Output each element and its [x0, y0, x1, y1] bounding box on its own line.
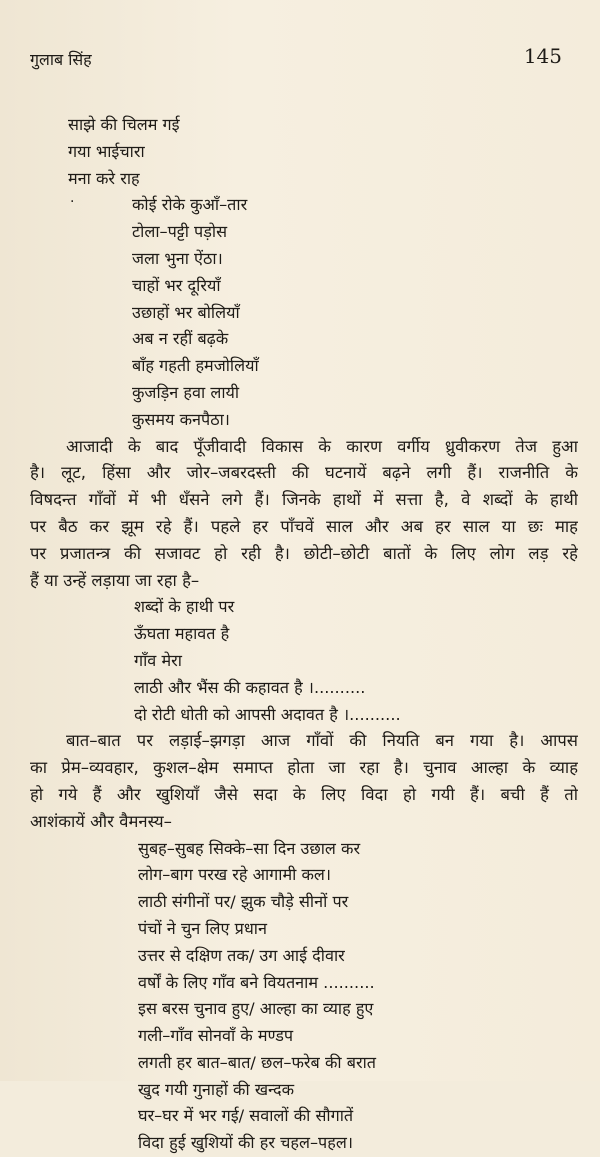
poem-line: उत्तर से दक्षिण तक/ उग आई दीवार: [138, 945, 345, 965]
page-number: 145: [523, 44, 562, 68]
page-header: [30, 44, 570, 74]
poem-line: लगती हर बात–बात/ छल–फरेब की बरात: [138, 1052, 376, 1072]
poem-line: शब्दों के हाथी पर: [134, 597, 235, 617]
poem-line: गाँव मेरा: [134, 650, 182, 670]
poem-line: कोई रोके कुआँ–तार: [132, 195, 248, 215]
prose-line: विषदन्त गाँवों में भी धँसने लगे हैं। जिनके हाथों में सत्ता है, वे शब्दों के हाथी: [30, 490, 578, 510]
poem-line: विदा हुई खुशियों की हर चहल–पहल।: [138, 1133, 353, 1153]
poem-line: बाँह गहती हमजोलियाँ: [132, 356, 259, 376]
poem-line: कुजड़िन हवा लायी: [132, 382, 240, 402]
margin-dot: ·: [70, 194, 75, 210]
poem-line: लाठी संगीनों पर/ झुक चौड़े सीनों पर: [138, 892, 349, 912]
poem-line: सुबह–सुबह सिक्के–सा दिन उछाल कर: [138, 838, 361, 858]
poem-line: दो रोटी धोती को आपसी अदावत है ।..........: [134, 704, 401, 724]
prose-paragraph-2: [30, 728, 578, 835]
page-body: [30, 112, 578, 1157]
prose-line: आजादी के बाद पूँजीवादी विकास के कारण वर्गीय ध्रुवीकरण तेज हुआ: [66, 436, 578, 456]
prose-line: आशंकायें और वैमनस्य–: [30, 811, 172, 831]
poem-line: लाठी और भैंस की कहावत है ।..........: [134, 677, 366, 697]
poem-line: अब न रहीं बढ़के: [132, 329, 229, 349]
prose-line: का प्रेम–व्यवहार, कुशल–क्षेम समाप्त होता जा रहा है। चुनाव आल्हा के व्याह: [30, 758, 578, 778]
poem-line: गया भाईचारा: [68, 141, 145, 161]
poem-line: गली–गाँव सोनवाँ के मण्डप: [138, 1026, 294, 1046]
poem-stanza-3: [30, 836, 578, 1157]
poem-line: मना करे राह: [68, 168, 140, 188]
prose-line: बात–बात पर लड़ाई–झगड़ा आज गाँवों की नियति बन गया है। आपस: [66, 731, 578, 751]
poem-line: टोला–पट्टी पड़ोस: [132, 222, 228, 242]
prose-paragraph-1: [30, 434, 578, 595]
prose-line: है। लूट, हिंसा और जोर–जबरदस्ती की घटनायें बढ़ने लगी हैं। राजनीति के: [30, 463, 578, 483]
poem-line: साझे की चिलम गई: [68, 115, 180, 134]
poem-line: उछाहों भर बोलियाँ: [132, 302, 240, 322]
poem-stanza-2: [30, 594, 578, 728]
poem-line: लोग–बाग परख रहे आगामी कल।: [138, 865, 332, 885]
poem-line: चाहों भर दूरियाँ: [132, 275, 221, 295]
poem-line: कुसमय कनपैठा।: [132, 409, 230, 429]
poem-line: वर्षों के लिए गाँव बने वियतनाम ..........: [138, 972, 375, 992]
poem-line: खुद गयी गुनाहों की खन्दक: [138, 1079, 295, 1099]
poem-line: जला भुना ऐंठा।: [132, 248, 223, 268]
poem-line: इस बरस चुनाव हुए/ आल्हा का व्याह हुए: [138, 999, 374, 1019]
running-head: गुलाब सिंह: [30, 50, 92, 69]
poem-line: पंचों ने चुन लिए प्रधान: [138, 918, 267, 938]
prose-line: हैं या उन्हें लड़ाया जा रहा है–: [30, 570, 200, 590]
prose-line: पर प्रजातन्त्र की सजावट हो रही है। छोटी–छोटी बातों के लिए लोग लड़ रहे: [30, 543, 578, 563]
prose-line: हो गये हैं और खुशियाँ जैसे सदा के लिए विदा हो गयी हैं। बची हैं तो: [30, 784, 578, 804]
poem-stanza-1: [30, 112, 578, 434]
poem-line: घर–घर में भर गई/ सवालों की सौगातें: [138, 1106, 354, 1126]
poem-line: ऊँघता महावत है: [134, 624, 230, 644]
prose-line: पर बैठ कर झूम रहे हैं। पहले हर पाँचवें साल और अब हर साल या छः माह: [30, 516, 578, 536]
